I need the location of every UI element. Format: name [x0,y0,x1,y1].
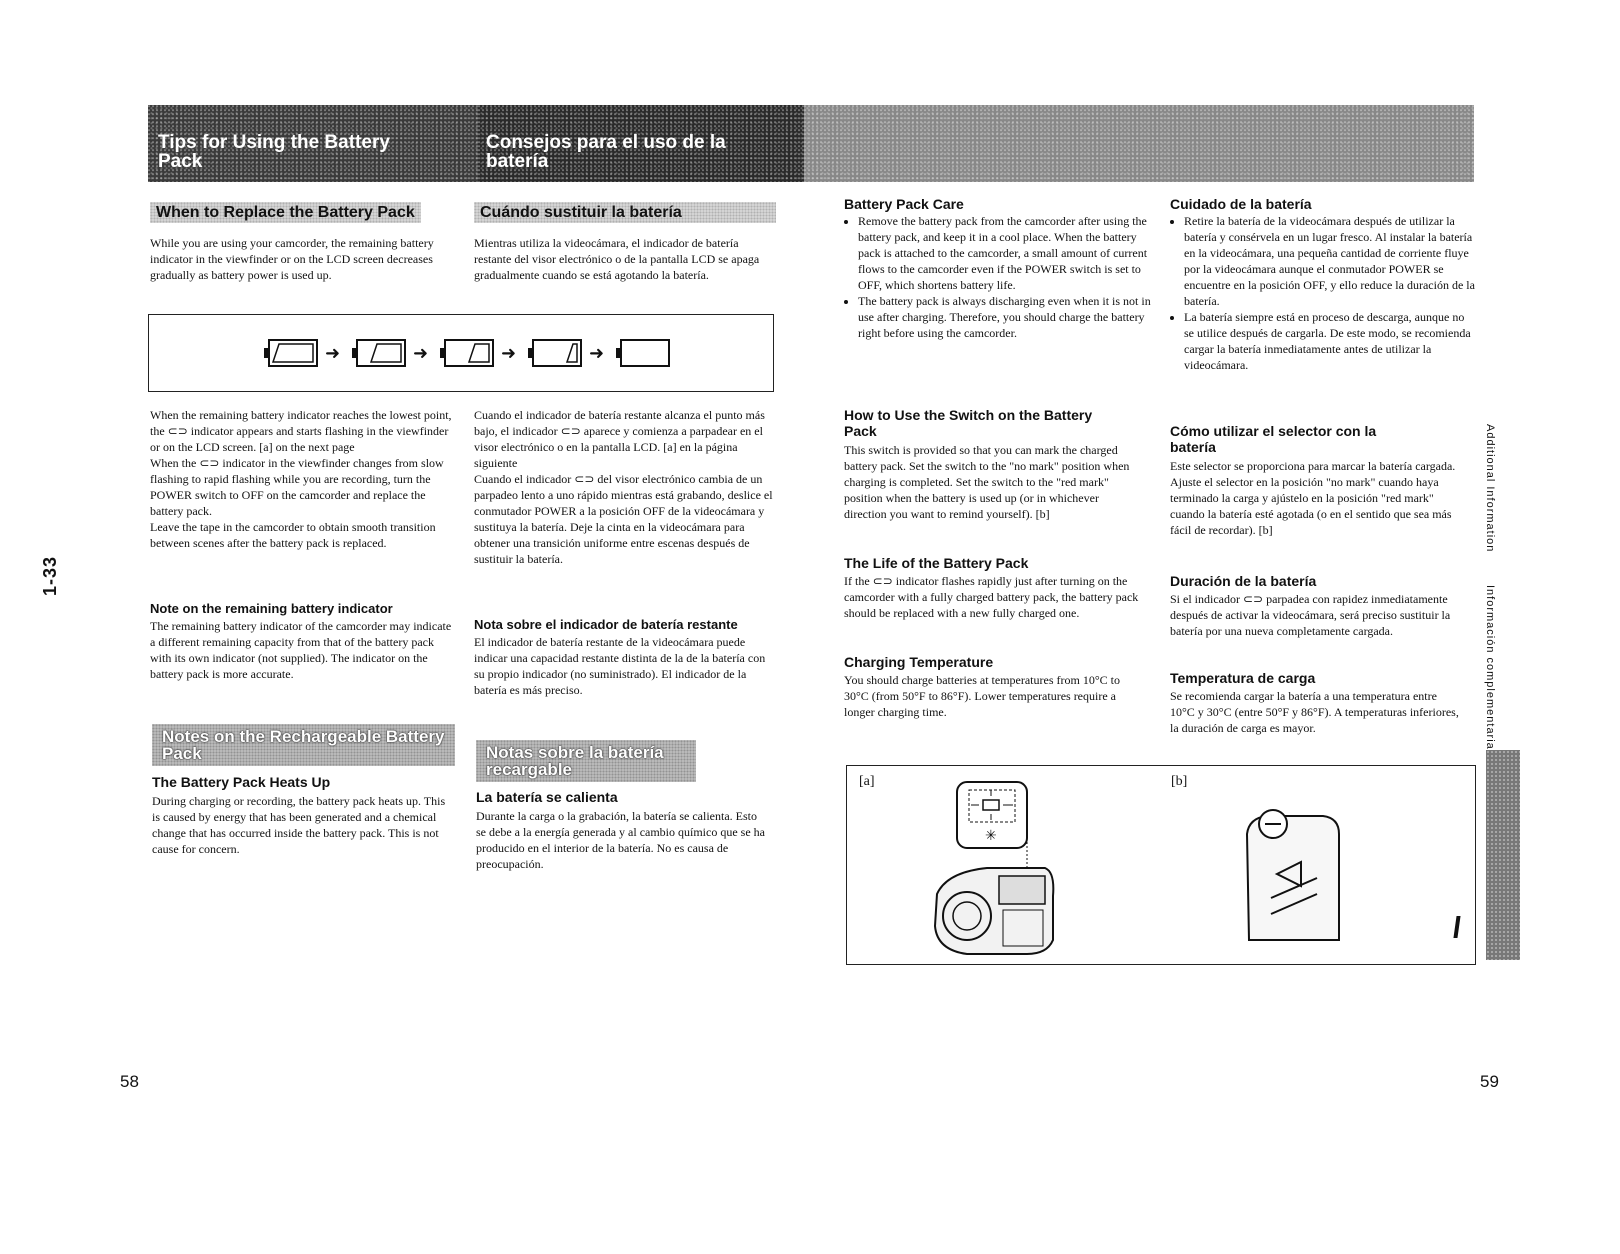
flash-icon: ✳ [985,828,997,844]
note-heading-es: Nota sobre el indicador de batería restante [474,617,738,632]
battery-level-fill [567,344,577,362]
side-tab-es: Información complementaria [1484,585,1496,750]
replace-body-es: Mientras utiliza la videocámara, el indicador de batería restante del visor electrónico o de la pantalla LCD se apaga gradualmente cuando se está agotando la batería. [474,236,760,282]
note-body-es: El indicador de batería restante de la videocámara puede indicar una capacidad restante distinta de la de la batería con su propio indicador (no suministrado). El indicador de la batería es más preciso. [474,635,766,697]
notes-heading-en: Notes on the Rechargeable Battery Pack [152,724,455,766]
battery-level-fill [469,344,489,362]
battery-switch-illustration [1227,794,1367,944]
battery-level-fill [273,344,313,362]
heats-heading-es: La batería se calienta [476,789,618,805]
figure-label-a: [a] [859,774,875,789]
camcorder-viewfinder-illustration [927,776,1127,956]
indicator-sequence-box [148,314,774,392]
replace-heading-en: When to Replace the Battery Pack [150,202,421,223]
viewfinder-screen [969,790,1015,822]
notes-heading-es: Notas sobre la batería recargable [476,740,696,782]
lowest-body-en: When the remaining battery indicator reaches the lowest point, the ⊂⊃ indicator appears and starts flashing in the viewfinder or on the LCD screen. [a] on the next page When the ⊂⊃ indicator in the viewfinder changes from slow flashing to rapid flashing while you are recording, turn the POWER switch to OFF on the camcorder and replace the battery pack. Leave the tape in the camcorder to obtain smooth transition between scenes after the battery pack is replaced. [150,408,452,550]
title-banner-right [804,105,1474,182]
heats-body-en: During charging or recording, the battery pack heats up. This is caused by energy that has been generated and a chemical change that has occurred inside the battery pack. This is not cause for concern. [152,794,446,856]
figure-label-b: [b] [1171,774,1188,789]
life-heading-es: Duración de la batería [1170,573,1317,589]
temperature-body-en: You should charge batteries at temperatures from 10°C to 30°C (from 50°F to 86°F). Lower temperatures require a longer charging time. [844,673,1120,719]
lowest-body-es: Cuando el indicador de batería restante alcanza el punto más bajo, el indicador ⊂⊃ aparece y comienza a parpadear en el visor electrónico o en la pantalla LCD. [a] en la página siguiente Cuando el indicador ⊂⊃ del visor electrónico cambia de un parpadeo lento a uno rápido mientras está grabando, deslice el conmutador POWER a la posición OFF de la videocámara y sustituya la batería. Deje la cinta en la videocámara para obtener una transición uniforme entre escenas después de sustituir la batería. [474,408,773,566]
page-mark-icon [1453,916,1460,938]
margin-code: 1-33 [40,556,60,597]
battery-indicator-sequence [149,315,773,391]
care-heading-es: Cuidado de la batería [1170,196,1312,212]
list-item: • Remove the battery pack from the camcorder after using the battery pack, and keep it in a cool place. When the battery pack is attached to the camcorder, a small amount of current flows to the camcorder even if the POWER switch is set to OFF, which shortens battery life. [858,213,1158,293]
switch-heading-es: Cómo utilizar el selector con la batería [1170,423,1377,455]
note-body-en: The remaining battery indicator of the camcorder may indicate a different remaining capacity from that of the battery pack with its own indicator (not supplied). The indicator on the battery pack is more accurate. [150,619,452,681]
list-item: • The battery pack is always discharging even when it is not in use after charging. Therefore, you should charge the battery right before using the camcorder. [858,293,1158,341]
switch-body-es: Este selector se proporciona para marcar la batería cargada. Ajuste el selector en la posición "no mark" cuando haya terminado la carga y ajústelo en la posición "red mark" cuando la batería esté agotada (o en el sentido que sea más fácil de recordar). [b] [1170,459,1456,537]
switch-body-en: This switch is provided so that you can mark the charged battery pack. Set the switch to the "no mark" position when charging is completed. Set the switch to the "red mark" position when the battery is used up (or in whichever direction you want to remind yourself). [b] [844,443,1130,521]
page-title-en: Tips for Using the Battery Pack [158,132,390,172]
figure-box [846,765,1476,965]
life-heading-en: The Life of the Battery Pack [844,555,1029,571]
temperature-body-es: Se recomienda cargar la batería a una temperatura entre 10°C y 30°C (entre 50°F y 86°F). A temperaturas inferiores, la duración de carga es mayor. [1170,689,1459,735]
replace-heading-es: Cuándo sustituir la batería [474,202,776,223]
heats-heading-en: The Battery Pack Heats Up [152,774,331,790]
life-body-es: Si el indicador ⊂⊃ parpadea con rapidez inmediatamente después de activar la videocámara, será preciso sustituir la batería por una nueva completamente cargada. [1170,592,1451,638]
switch-heading-en: How to Use the Switch on the Battery Pack [844,407,1093,439]
page-title-es: Consejos para el uso de la batería [486,132,726,172]
battery-level-fill [371,344,401,362]
replace-body-en: While you are using your camcorder, the remaining battery indicator in the viewfinder or on the LCD screen decreases gradually as battery power is used up. [150,236,434,282]
list-item: • Retire la batería de la videocámara después de utilizar la batería y consérvela en un lugar fresco. Al instalar la batería en la videocámara, una pequeña cantidad de corriente fluye por la videocámara aunque el conmutador POWER se encuentre en la posición OFF, y ello reduce la duración de la batería. [1184,213,1476,309]
battery-level-icon [621,340,669,366]
arrow-right-icon: ➜ [589,343,605,364]
arrow-right-icon: ➜ [325,343,341,364]
side-tab-marker [1486,750,1520,960]
page-number-right: 59 [1480,1072,1499,1091]
list-item: • La batería siempre está en proceso de descarga, aunque no se utilice después de cargarla. De este modo, se recomienda cargar la batería inmediatamente antes de utilizar la videocámara. [1184,309,1476,373]
arrow-right-icon: ➜ [413,343,429,364]
battery-pack-icon [1247,816,1339,940]
heats-body-es: Durante la carga o la grabación, la batería se calienta. Esto se debe a la energía generada y al cambio químico que se ha producido en el interior de la batería. No es causa de preocupación. [476,809,765,871]
arrow-right-icon: ➜ [501,343,517,364]
care-heading-en: Battery Pack Care [844,196,964,212]
temperature-heading-es: Temperatura de carga [1170,670,1316,686]
care-list-en [844,213,1158,341]
side-tab-en: Additional Information [1484,424,1496,553]
page-number-left: 58 [120,1072,139,1091]
flashing-battery-icon [983,800,999,810]
temperature-heading-en: Charging Temperature [844,654,994,670]
care-list-es [1170,213,1476,373]
note-heading-en: Note on the remaining battery indicator [150,601,393,616]
life-body-en: If the ⊂⊃ indicator flashes rapidly just after turning on the camcorder with a fully charged battery pack, the battery pack should be replaced with a new fully charged one. [844,574,1139,620]
